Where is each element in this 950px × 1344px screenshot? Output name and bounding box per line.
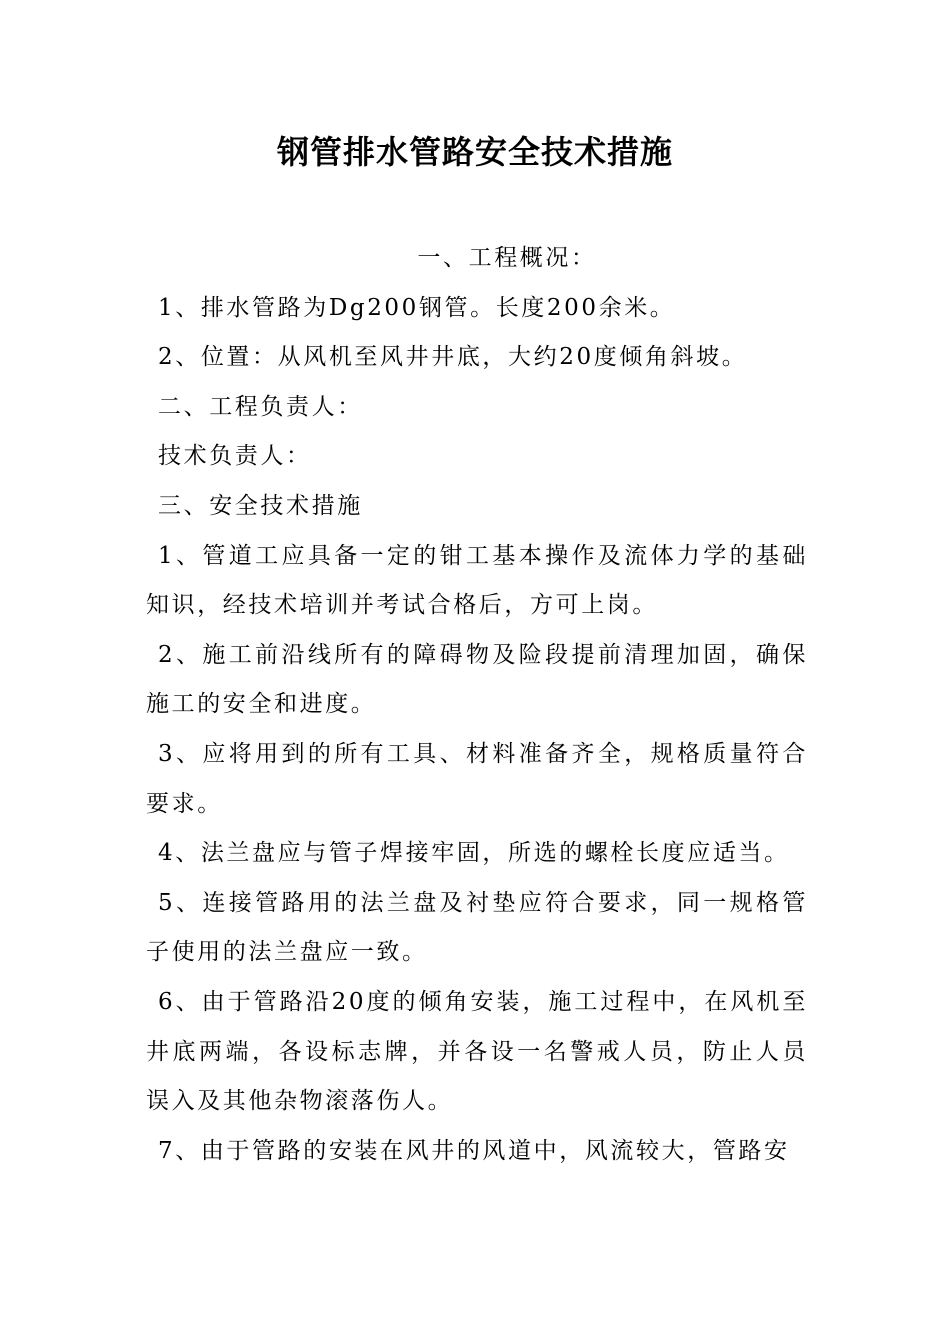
paragraph: 6、由于管路沿20度的倾角安装，施工过程中，在风机至井底两端，各设标志牌，并各设一名警戒人员，防止人员误入及其他杂物滚落伤人。 [146, 988, 808, 1115]
section-heading-overview: 一、工程概况： [417, 245, 597, 271]
paragraph: 技术负责人： [158, 443, 312, 470]
section-heading-safety-measures: 三、安全技术措施 [158, 492, 363, 519]
paragraph: 1、管道工应具备一定的钳工基本操作及流体力学的基础知识，经技术培训并考试合格后，方可上岗。 [146, 542, 808, 619]
paragraph: 7、由于管路的安装在风井的风道中，风流较大，管路安 [158, 1137, 790, 1164]
paragraph: 4、法兰盘应与管子焊接牢固，所选的螺栓长度应适当。 [158, 840, 790, 867]
paragraph: 3、应将用到的所有工具、材料准备齐全，规格质量符合要求。 [146, 740, 808, 817]
paragraph: 2、施工前沿线所有的障碍物及险段提前清理加固，确保施工的安全和进度。 [146, 641, 808, 718]
document-title: 钢管排水管路安全技术措施 [276, 133, 673, 171]
section-heading-responsible: 二、工程负责人： [158, 393, 363, 420]
paragraph: 1、排水管路为Dg200钢管。长度200余米。 [158, 294, 676, 321]
document-body [146, 234, 808, 1176]
paragraph: 2、位置：从风机至风井井底，大约20度倾角斜坡。 [158, 344, 748, 371]
paragraph: 5、连接管路用的法兰盘及衬垫应符合要求，同一规格管子使用的法兰盘应一致。 [146, 889, 808, 966]
